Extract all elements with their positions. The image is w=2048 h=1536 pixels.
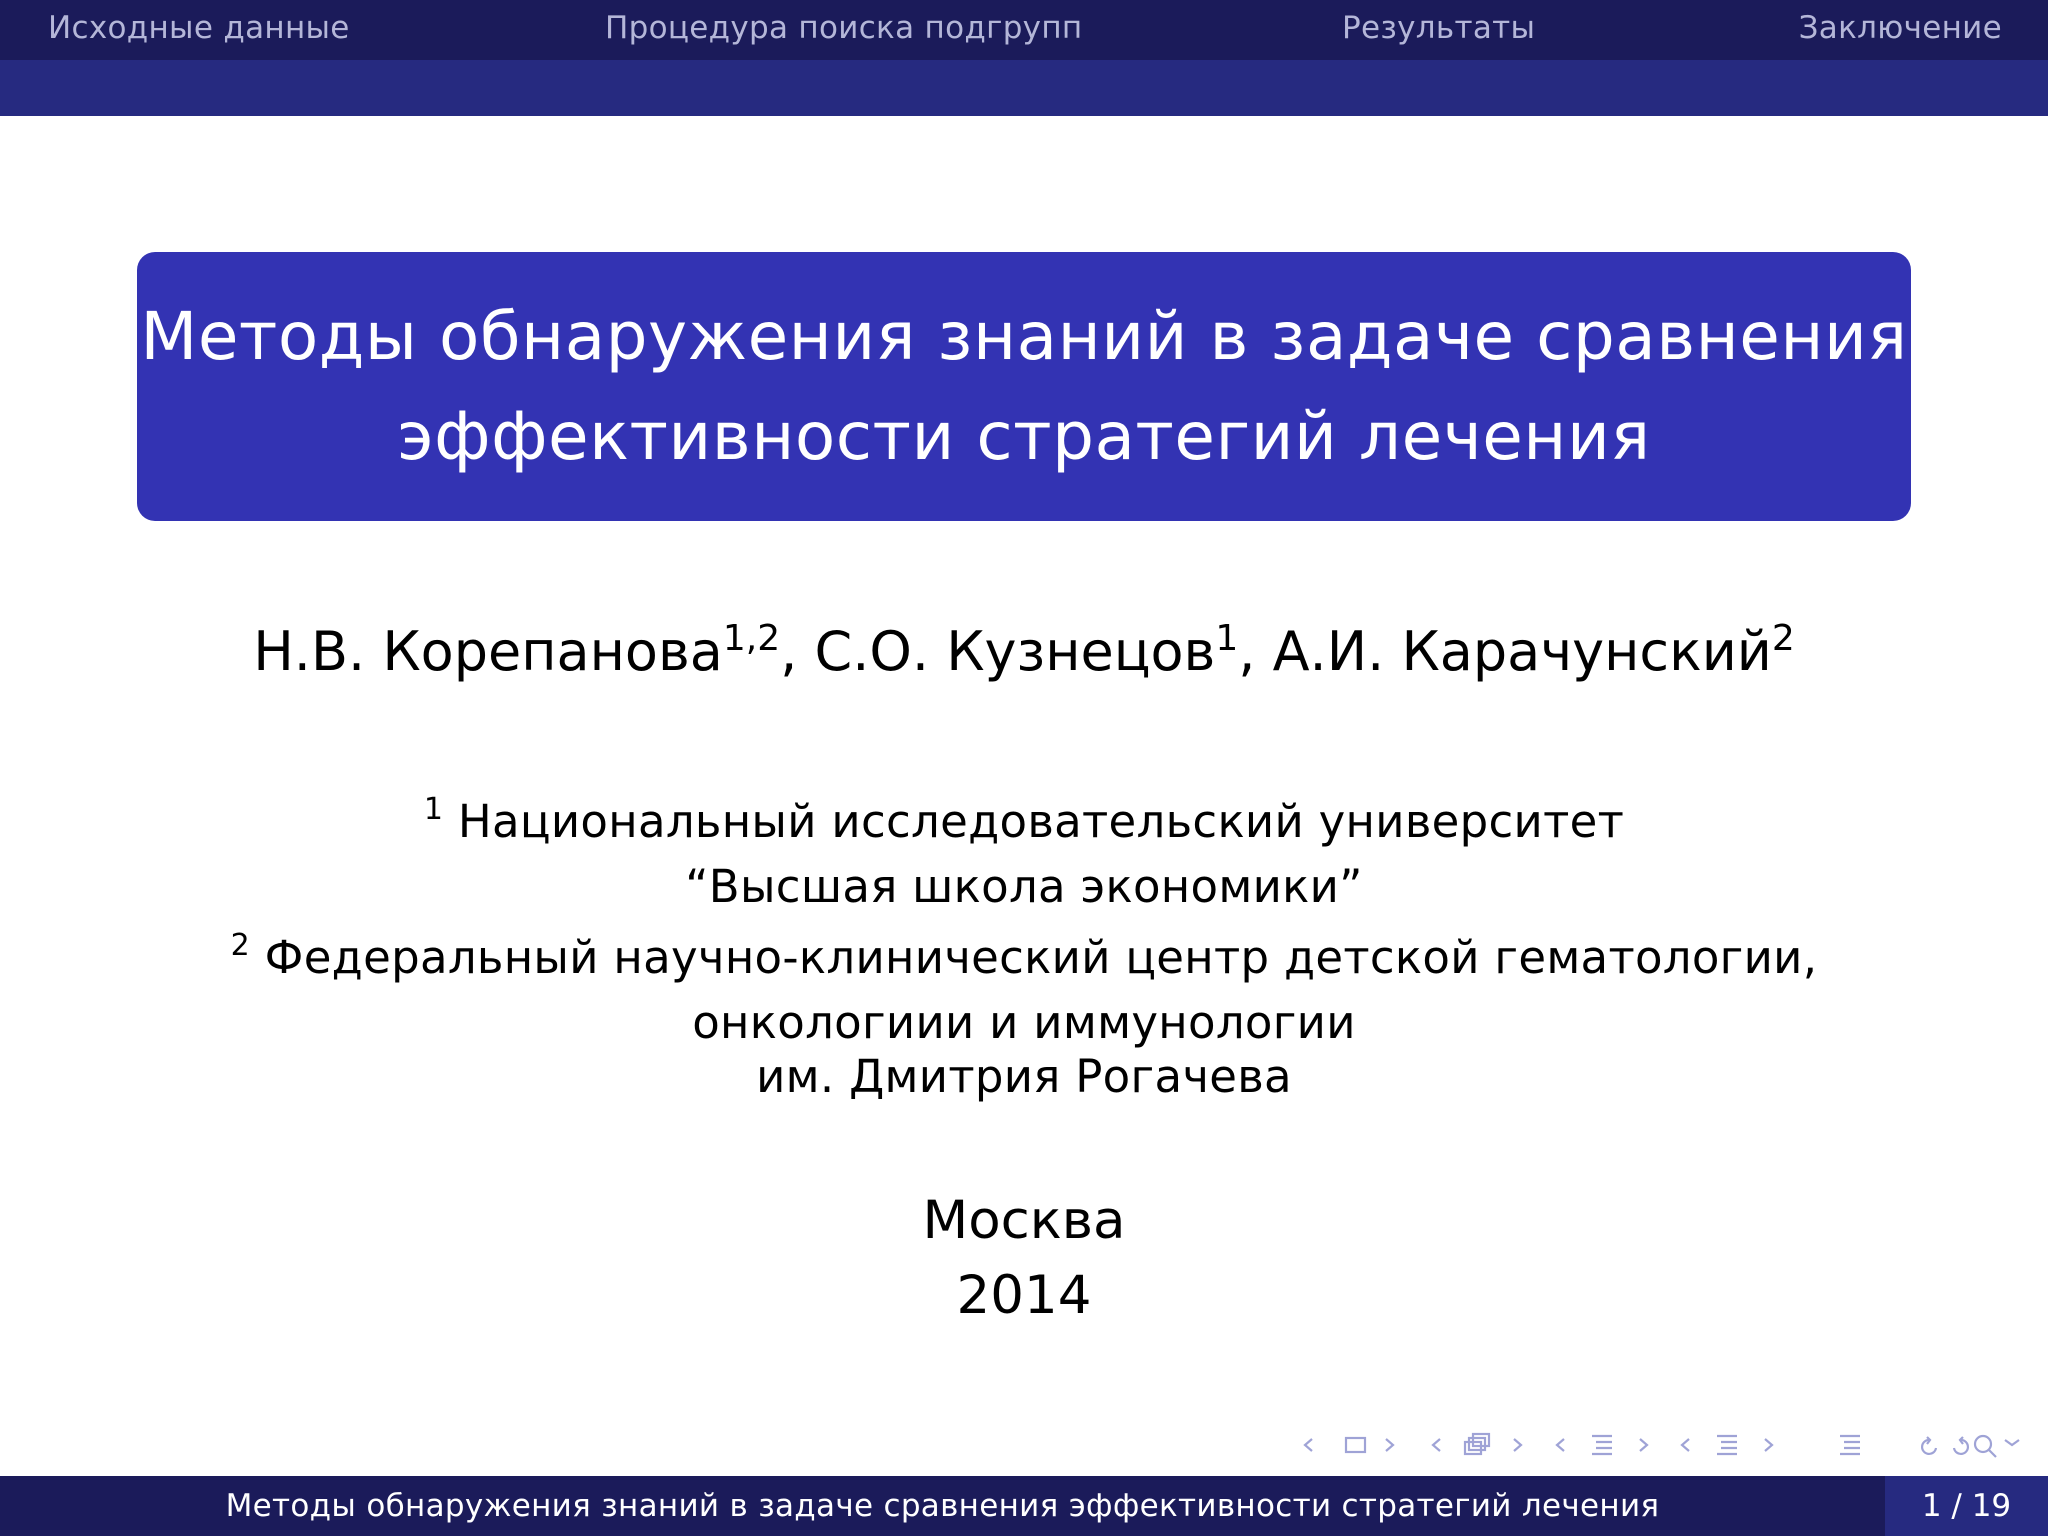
affiliation-2-line-3: им. Дмитрия Рогачева xyxy=(756,1050,1292,1103)
title-line-1: Методы обнаружения знаний в задаче сравнения xyxy=(140,297,1908,375)
affiliation-2-line-2: онкологиии и иммунологии xyxy=(692,996,1356,1049)
author-affiliation-mark: 2 xyxy=(1771,618,1795,659)
nav-section-conclusion[interactable]: Заключение xyxy=(1798,10,2002,46)
city: Москва xyxy=(922,1190,1126,1251)
frame-nav-icon[interactable] xyxy=(1433,1434,1521,1454)
subsection-nav-icon[interactable] xyxy=(1557,1436,1647,1454)
affiliation-text: Национальный исследовательский университет xyxy=(457,795,1625,848)
affiliation-2-line-1 xyxy=(0,928,2048,984)
footer-page-box xyxy=(1885,1476,2048,1536)
authors: Н.В. Корепанова$^{1,2}$, С.О. Кузнецов$^1$, А.И. Карачунский$^2$ xyxy=(253,618,1795,683)
affiliation-text: Федеральный научно-клинический центр детской гематологии, xyxy=(264,931,1818,984)
affiliation-mark: 2 xyxy=(230,928,251,963)
author-affiliation-mark: 1 xyxy=(1215,618,1239,659)
affiliation-1-line-1 xyxy=(0,792,2048,848)
author-name: А.И. Карачунский xyxy=(1272,620,1772,683)
author-name: Н.В. Корепанова xyxy=(253,620,723,683)
footer-title: Методы обнаружения знаний в задаче сравнения эффективности стратегий лечения xyxy=(225,1488,1660,1524)
author-name: С.О. Кузнецов xyxy=(814,620,1216,683)
document-nav-icon[interactable] xyxy=(1840,1436,1860,1454)
affiliation-mark: 1 xyxy=(423,792,444,827)
subsection-navigation-bar xyxy=(0,60,2048,116)
slide-nav-icon[interactable] xyxy=(1305,1438,1393,1452)
author-affiliation-mark: 1,2 xyxy=(722,618,781,659)
title-line-2: эффективности стратегий лечения xyxy=(397,397,1651,475)
section-navigation-bar xyxy=(0,0,2048,60)
navigation-symbols xyxy=(1300,1428,2040,1464)
affiliation-1-line-2: “Высшая школа экономики” xyxy=(685,860,1363,913)
title-box xyxy=(137,252,1911,521)
nav-section-subgroup-search[interactable]: Процедура поиска подгрупп xyxy=(605,10,1083,46)
search-icon[interactable] xyxy=(1922,1436,2019,1457)
nav-section-initial-data[interactable]: Исходные данные xyxy=(48,10,350,46)
section-nav-icon[interactable] xyxy=(1682,1436,1772,1454)
footer-bar xyxy=(0,1476,2048,1536)
year: 2014 xyxy=(956,1265,1092,1326)
slide-title xyxy=(140,287,1907,487)
nav-section-results[interactable]: Результаты xyxy=(1342,10,1536,46)
page-counter: 1 / 19 xyxy=(1921,1488,2012,1524)
